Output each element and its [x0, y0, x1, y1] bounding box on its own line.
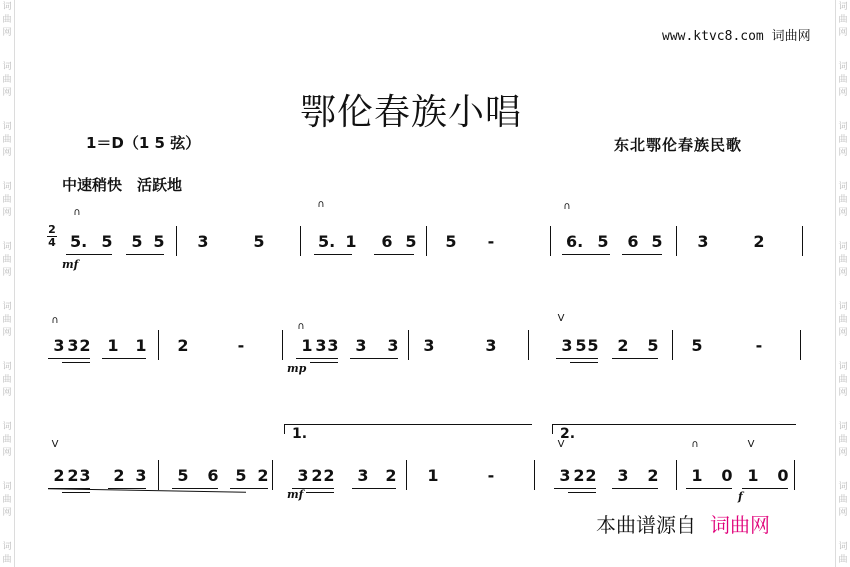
volta-bracket-2	[552, 424, 796, 425]
watermark-glyph: 曲	[838, 135, 848, 145]
score-note: -	[755, 336, 763, 355]
score-note: 5	[597, 232, 609, 251]
beat-underline	[172, 488, 218, 489]
watermark-glyph: 网	[838, 268, 848, 278]
score-note: 3	[559, 466, 571, 485]
barline	[794, 460, 795, 490]
barline	[158, 330, 159, 360]
watermark-glyph: 词	[2, 242, 12, 252]
watermark-glyph: 网	[838, 148, 848, 158]
dynamic-marking: mp	[287, 362, 307, 375]
score-note: 6.	[566, 232, 584, 251]
time-signature-top: 2	[48, 223, 56, 236]
watermark-glyph: 词	[2, 302, 12, 312]
barline	[800, 330, 801, 360]
beat-underline	[742, 488, 788, 489]
watermark-glyph: 曲	[2, 195, 12, 205]
beat-underline	[306, 488, 334, 489]
beat-underline	[686, 488, 732, 489]
score-note: 3	[617, 466, 629, 485]
dynamic-marking: mf	[62, 258, 79, 271]
score-note: 5	[177, 466, 189, 485]
barline	[550, 226, 551, 256]
score-note: 6	[381, 232, 393, 251]
score-note: 6	[627, 232, 639, 251]
watermark-glyph: 曲	[838, 75, 848, 85]
footer-attribution	[596, 509, 770, 538]
watermark-glyph: 曲	[2, 315, 12, 325]
watermark-glyph: 曲	[2, 555, 12, 565]
beat-underline	[612, 358, 658, 359]
barline	[300, 226, 301, 256]
watermark-glyph: 曲	[2, 15, 12, 25]
score-note: 5	[153, 232, 165, 251]
watermark-glyph: 词	[838, 482, 848, 492]
time-signature-bottom: 4	[48, 236, 56, 249]
watermark-glyph: 曲	[2, 495, 12, 505]
watermark-column-left	[0, 0, 15, 567]
watermark-glyph: 词	[838, 62, 848, 72]
beat-underline	[62, 358, 90, 359]
score-note: 2	[617, 336, 629, 355]
score-note: 3	[197, 232, 209, 251]
watermark-glyph: 词	[838, 542, 848, 552]
beat-underline	[570, 358, 598, 359]
beat-underline	[374, 254, 414, 255]
watermark-glyph: 词	[838, 242, 848, 252]
song-title: 鄂伦春族小唱	[300, 92, 523, 133]
volta-bracket-1-edge	[284, 424, 285, 434]
score-note: 3	[561, 336, 573, 355]
beat-underline	[102, 358, 146, 359]
bowing-mark: ∩	[51, 315, 59, 326]
score-note: -	[487, 466, 495, 485]
barline	[676, 226, 677, 256]
watermark-glyph: 词	[2, 422, 12, 432]
beat-underline	[310, 362, 338, 363]
beat-underline	[230, 488, 268, 489]
score-note: 3	[135, 466, 147, 485]
site-label: www.ktvc8.com 词曲网	[662, 29, 811, 44]
beat-underline	[350, 358, 398, 359]
watermark-glyph: 网	[838, 508, 848, 518]
watermark-glyph: 网	[2, 28, 12, 38]
beat-underline	[126, 254, 164, 255]
bowing-mark: V	[51, 439, 59, 450]
watermark-glyph: 网	[2, 88, 12, 98]
score-note: 5	[445, 232, 457, 251]
bowing-mark: V	[557, 439, 565, 450]
watermark-glyph: 网	[2, 508, 12, 518]
watermark-glyph: 词	[838, 122, 848, 132]
barline	[676, 460, 677, 490]
beat-underline	[570, 362, 598, 363]
score-note: 6	[207, 466, 219, 485]
bowing-mark: V	[747, 439, 755, 450]
watermark-glyph: 词	[2, 62, 12, 72]
footer-prefix: 本曲谱源自	[596, 513, 696, 537]
barline	[672, 330, 673, 360]
beat-underline	[352, 488, 396, 489]
score-note: 5	[647, 336, 659, 355]
watermark-glyph: 词	[2, 122, 12, 132]
barline	[528, 330, 529, 360]
score-note: 2	[647, 466, 659, 485]
watermark-glyph: 词	[838, 362, 848, 372]
watermark-glyph: 网	[2, 448, 12, 458]
watermark-glyph: 词	[838, 2, 848, 12]
score-note: 3	[53, 336, 65, 355]
barline	[802, 226, 803, 256]
score-note: 2	[585, 466, 597, 485]
score-note: 1	[135, 336, 147, 355]
score-note: 2	[385, 466, 397, 485]
score-note: 5	[101, 232, 113, 251]
bowing-mark: ∩	[73, 207, 81, 218]
score-note: 3	[79, 466, 91, 485]
beat-underline	[568, 488, 596, 489]
score-note: 1	[301, 336, 313, 355]
watermark-glyph: 网	[2, 208, 12, 218]
watermark-glyph: 曲	[838, 195, 848, 205]
beat-underline	[314, 254, 352, 255]
beat-underline	[562, 254, 610, 255]
barline	[534, 460, 535, 490]
score-note: 5	[651, 232, 663, 251]
score-note: 3	[387, 336, 399, 355]
score-note: 5.	[70, 232, 88, 251]
watermark-glyph: 曲	[2, 435, 12, 445]
volta-bracket-1	[284, 424, 532, 425]
score-note: 2	[573, 466, 585, 485]
score-note: 3	[357, 466, 369, 485]
score-note: 5	[235, 466, 247, 485]
bowing-mark: ∩	[563, 201, 571, 212]
dynamic-marking: f	[738, 490, 743, 503]
watermark-glyph: 词	[2, 182, 12, 192]
watermark-glyph: 网	[838, 28, 848, 38]
watermark-glyph: 曲	[2, 75, 12, 85]
bowing-mark: ∩	[297, 321, 305, 332]
watermark-glyph: 词	[2, 542, 12, 552]
watermark-glyph: 曲	[838, 255, 848, 265]
score-note: 5	[587, 336, 599, 355]
barline	[176, 226, 177, 256]
score-note: 5.	[318, 232, 336, 251]
tempo-marking: 中速稍快 活跃地	[62, 176, 183, 194]
key-signature: 1＝D（1 5 弦）	[86, 134, 201, 152]
beat-underline	[62, 492, 90, 493]
beat-underline	[66, 254, 112, 255]
watermark-glyph: 网	[838, 388, 848, 398]
watermark-glyph: 曲	[838, 435, 848, 445]
watermark-glyph: 曲	[838, 15, 848, 25]
score-note: 2	[753, 232, 765, 251]
score-note: 0	[777, 466, 789, 485]
beat-underline	[310, 358, 338, 359]
score-note: 1	[107, 336, 119, 355]
beat-underline	[568, 492, 596, 493]
score-note: 2	[113, 466, 125, 485]
watermark-column-right	[835, 0, 850, 567]
score-note: 3	[485, 336, 497, 355]
watermark-glyph: 曲	[2, 135, 12, 145]
barline	[426, 226, 427, 256]
score-note: 2	[311, 466, 323, 485]
beat-underline	[622, 254, 662, 255]
score-note: 2	[79, 336, 91, 355]
ending-label-1: 1.	[292, 426, 308, 442]
watermark-glyph: 网	[2, 328, 12, 338]
barline	[408, 330, 409, 360]
barline	[282, 330, 283, 360]
watermark-glyph: 词	[838, 182, 848, 192]
watermark-glyph: 词	[2, 362, 12, 372]
bowing-mark: V	[557, 313, 565, 324]
score-note: 1	[691, 466, 703, 485]
score-note: 0	[721, 466, 733, 485]
score-note: 2	[257, 466, 269, 485]
score-note: 2	[67, 466, 79, 485]
score-note: -	[487, 232, 495, 251]
watermark-glyph: 词	[838, 422, 848, 432]
barline	[406, 460, 407, 490]
watermark-glyph: 网	[838, 328, 848, 338]
watermark-glyph: 曲	[838, 375, 848, 385]
bowing-mark: ∩	[317, 199, 325, 210]
watermark-glyph: 网	[2, 388, 12, 398]
dynamic-marking: mf	[287, 488, 304, 501]
time-signature	[47, 224, 57, 249]
watermark-glyph: 曲	[838, 495, 848, 505]
watermark-glyph: 网	[838, 88, 848, 98]
bowing-mark: ∩	[691, 439, 699, 450]
score-note: 2	[177, 336, 189, 355]
watermark-glyph: 曲	[838, 315, 848, 325]
watermark-glyph: 曲	[838, 555, 848, 565]
score-note: 3	[67, 336, 79, 355]
score-note: 3	[315, 336, 327, 355]
watermark-glyph: 词	[2, 482, 12, 492]
footer-brand: 词曲网	[710, 513, 770, 537]
score-note: 3	[355, 336, 367, 355]
score-note: 5	[253, 232, 265, 251]
barline	[272, 460, 273, 490]
score-note: 3	[297, 466, 309, 485]
score-note: 1	[747, 466, 759, 485]
beat-underline	[306, 492, 334, 493]
watermark-glyph: 曲	[2, 255, 12, 265]
score-note: 3	[423, 336, 435, 355]
score-note: 5	[575, 336, 587, 355]
watermark-glyph: 词	[838, 302, 848, 312]
watermark-glyph: 网	[2, 268, 12, 278]
watermark-glyph: 曲	[2, 375, 12, 385]
beat-underline	[62, 362, 90, 363]
watermark-glyph: 词	[2, 2, 12, 12]
score-note: 5	[405, 232, 417, 251]
barline	[158, 460, 159, 490]
beat-underline	[612, 488, 658, 489]
score-note: -	[237, 336, 245, 355]
score-note: 2	[323, 466, 335, 485]
score-note: 2	[53, 466, 65, 485]
score-note: 1	[345, 232, 357, 251]
volta-bracket-2-edge	[552, 424, 553, 434]
watermark-glyph: 网	[2, 148, 12, 158]
score-note: 5	[131, 232, 143, 251]
score-note: 1	[427, 466, 439, 485]
ending-label-2: 2.	[560, 426, 576, 442]
score-note: 5	[691, 336, 703, 355]
score-note: 3	[697, 232, 709, 251]
song-source: 东北鄂伦春族民歌	[614, 136, 743, 154]
score-note: 3	[327, 336, 339, 355]
watermark-glyph: 网	[838, 448, 848, 458]
watermark-glyph: 网	[838, 208, 848, 218]
